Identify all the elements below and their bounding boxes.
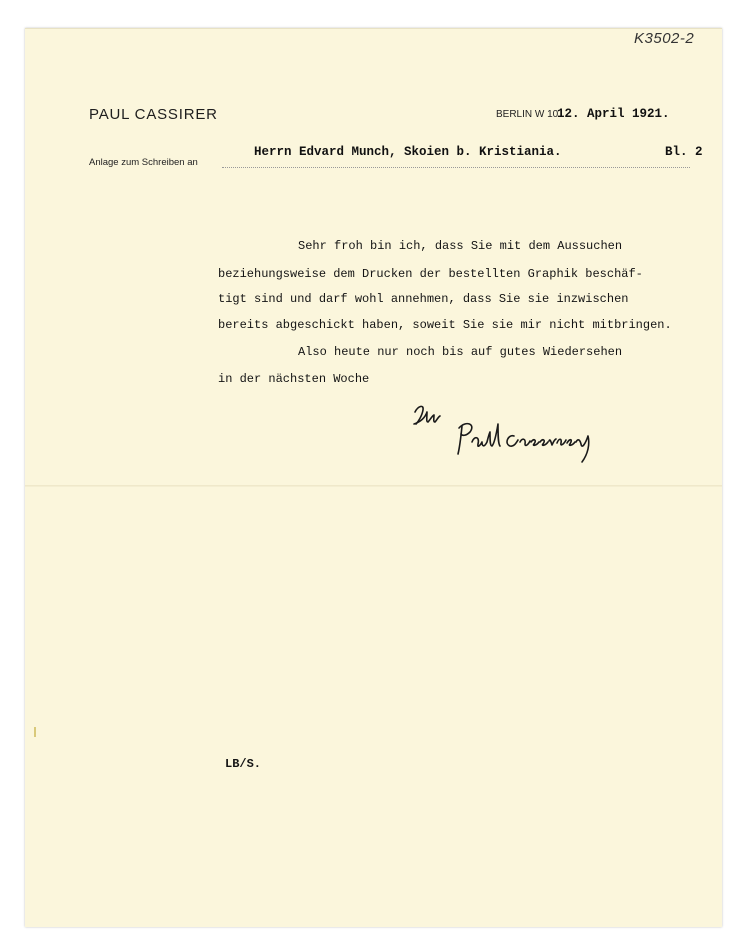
body-line: in der nächsten Woche (218, 372, 370, 386)
letter-date: 12. April 1921. (557, 107, 670, 121)
recipient: Herrn Edvard Munch, Skoien b. Kristiania. (254, 145, 562, 159)
letterhead-place: BERLIN W 10 (496, 109, 559, 120)
paper-fold (25, 485, 722, 487)
handwritten-signature (410, 398, 610, 473)
enclosure-label: Anlage zum Schreiben an (89, 157, 198, 168)
letterhead-name: PAUL CASSIRER (89, 106, 218, 123)
body-line: Also heute nur noch bis auf gutes Wiedersehen (298, 345, 623, 359)
archive-id: K3502-2 (634, 30, 695, 47)
body-line: beziehungsweise dem Drucken der bestellten Graphik beschäf- (218, 267, 643, 281)
sheet-number: Bl. 2 (665, 145, 703, 159)
signature-drawing (410, 398, 610, 468)
body-line: tigt sind und darf wohl annehmen, dass Sie sie inzwischen (218, 292, 629, 306)
body-line: Sehr froh bin ich, dass Sie mit dem Aussuchen (298, 239, 623, 253)
margin-mark (34, 727, 36, 737)
body-line: bereits abgeschickt haben, soweit Sie sie mir nicht mitbringen. (218, 318, 672, 332)
typist-initials: LB/S. (225, 757, 262, 771)
dotted-rule (222, 167, 690, 168)
